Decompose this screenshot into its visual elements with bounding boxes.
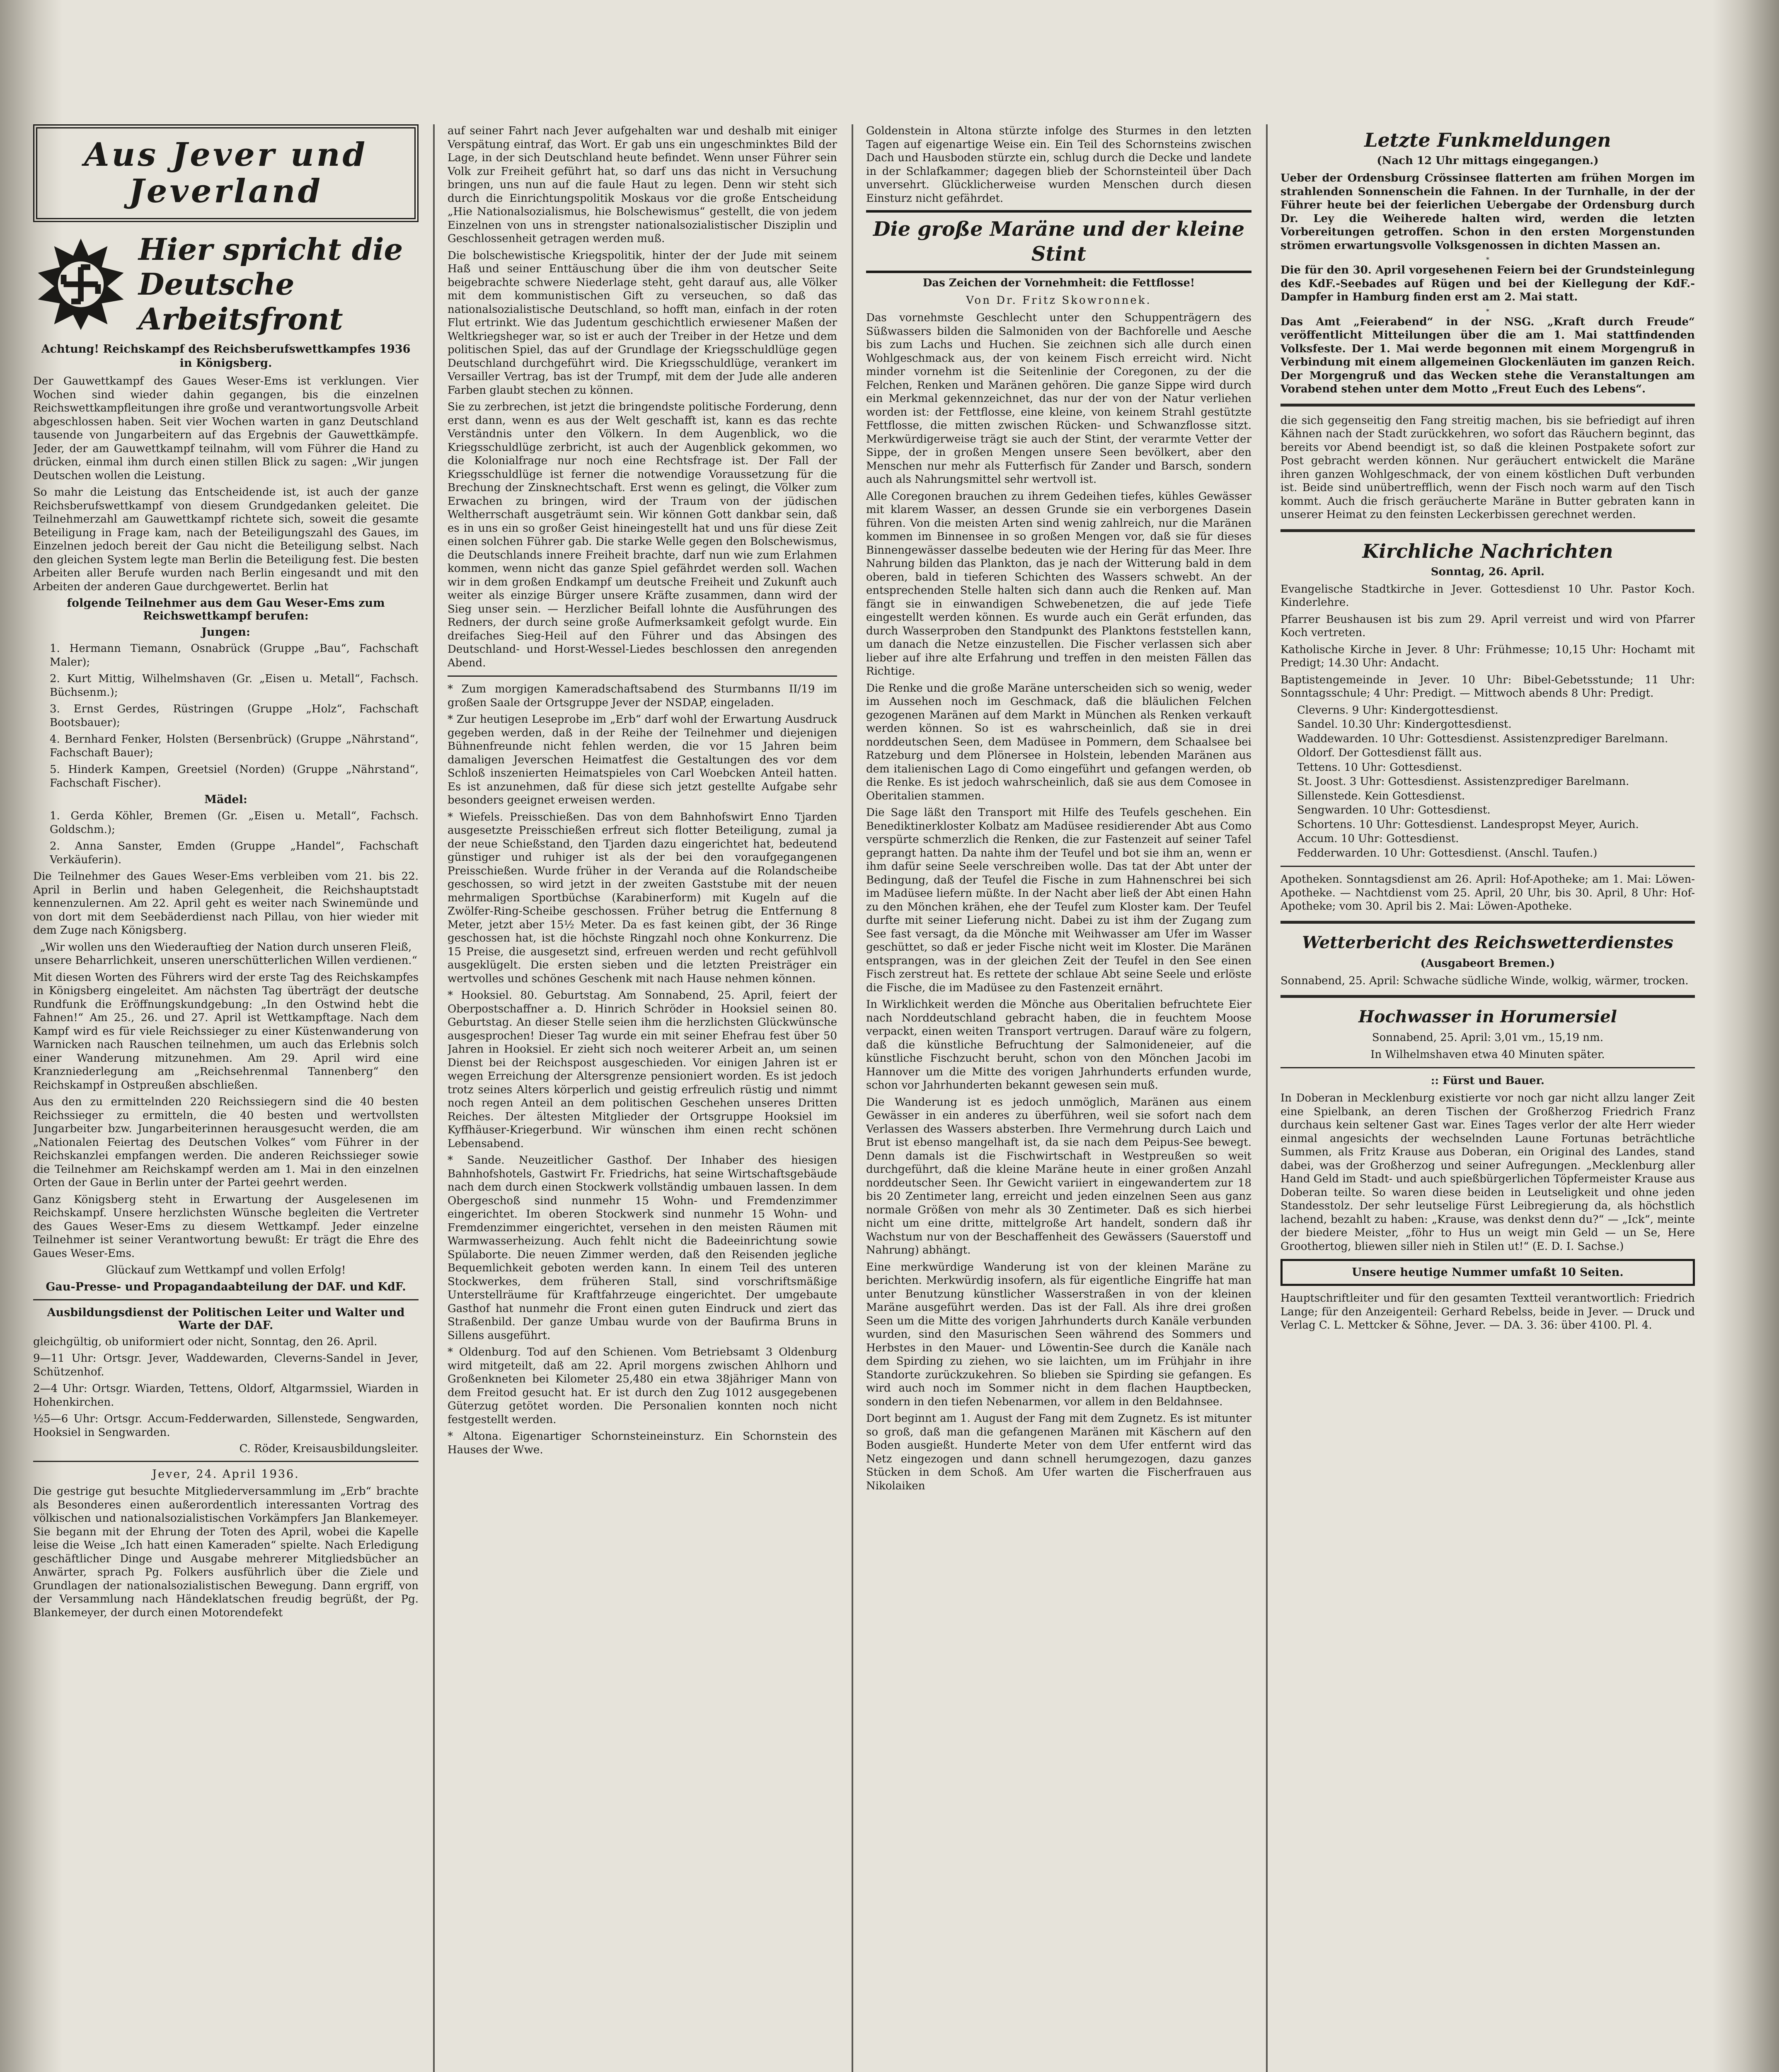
divider [1280,529,1695,532]
latest-news-subheading: (Nach 12 Uhr mittags eingegangen.) [1377,155,1599,167]
imprint: Hauptschriftleiter und für den gesamten Textteil verantwortlich: Friedrich Lange; für den Anzeigenteil: Gerhard Rebelss, beide in Jever. — Druck und Verlag C. L. Mettcker & Söhne, Jever. — DA. 3. 36: über 4100. Pl. 4. [1280,1292,1695,1331]
list-item: 1. Gerda Köhler, Bremen (Gr. „Eisen u. Metall“, Fachsch. Goldschm.); [50,810,419,836]
church-item: Katholische Kirche in Jever. 8 Uhr: Frühmesse; 10,15 Uhr: Hochamt mit Predigt; 14.30 Uhr: Andacht. [1280,643,1695,669]
news-item: * Wiefels. Preisschießen. Das von dem Bahnhofswirt Enno Tjarden ausgesetzte Preisschießen erfreut sich flotter Beteiligung, zumal ja der neue Schießstand, den Tjarden dazu eingerichtet hat, bedeutend günstiger und ruhiger ist als der bei den voraufgegangenen Preisschießen. Wurde früher in der Veranda auf die Rolandscheibe geschossen, so wird jetzt in der zweiten Gaststube mit der neuen mehrmaligen Sportbüchse (Karabinerform) mit Kugeln auf die Zwölfer-Ring-Scheibe geschossen. Früher betrug die Entfernung 8 Meter, jetzt aber 15½ Meter. Da es fast keinen gibt, der 36 Ringe geschossen hat, ist die höchste Ringzahl noch ohne Konkurrenz. Die 15 Preise, die ausgesetzt sind, erfreuen werden und recht gefühlvoll ausgeklügelt. Die ersten sieben und die letzten Preisträger ein wertvolles und schönes Geschenk mit nach Hause nehmen können. [448,811,837,985]
news-item: * Altona. Eigenartiger Schornsteineinsturz. Ein Schornstein des Hauses der Wwe. [448,1430,837,1456]
column-1 [33,124,419,2072]
news-item: Ueber der Ordensburg Crössinsee flatterten am frühen Morgen im strahlenden Sonnenschein die Fahnen. In der Turnhalle, in der der Führer heute bei der feierlichen Uebergabe der Ordensburg durch Dr. Ley die Weiherede halten wird, werden die letzten Vorbereitungen getroffen. Schon in den ersten Morgenstunden strömen erwartungsvolle Volksgenossen in dichten Massen an. [1280,172,1695,252]
newspaper-page [33,124,1695,2072]
article-paragraph: Die bolschewistische Kriegspolitik, hinter der der Jude mit seinem Haß und seiner Enttäuschung über die ihm von deutscher Seite beigebrachte schwere Niederlage steht, geht darauf aus, alle Völker mit dem kommunistischen Gift zu verseuchen, so daß das nationalsozialistische Deutschland, so hofft man, einfach in der roten Flut ertrinkt. Wie das Judentum geschichtlich erwiesener Maßen der Weltkriegsheger war, so ist er auch der Treiber in der Hetze und dem politischen Spiel, das auf der Grundlage der Kriegsschuldlüge gegen Deutschland durchgeführt wird. Die Kriegsschuldlüge, verankert im Versailler Vertrag, bas ist der Trumpf, mit dem der Jude alle anderen Farben glaubt stechen zu können. [448,249,837,397]
divider [1280,866,1695,867]
church-item: Cleverns. 9 Uhr: Kindergottesdienst. [1297,704,1498,716]
article-paragraph: Die Sage läßt den Transport mit Hilfe des Teufels geschehen. Ein Benediktinerkloster Kolbatz am Madüsee residierender Abt aus Como verspürte schmerzlich die Renken, die zur Fastenzeit auf seiner Tafel geprangt hatten. Da nahte ihm der Teufel und bot sie ihm an, wenn er ihm dafür seine Seele verschreiben wolle. Das tat der Abt unter der Bedingung, daß der Teufel die Fische in zum Hahnenschrei bei sich im Madüsee liefern müßte. In der Nacht aber ließ der Abt einen Hahn zu den Mönchen krähen, ehe der Teufel zum Kloster kam. Der Teufel durfte mit seiner Lieferung nicht. Dabei zu ist ihm der Zugang zum See fast versagt, da die Mönche mit Weihwasser am Ufer im Wasser geschüttet, so daß er jeder Fische nicht weit im Kloster. Die Maränen entsprangen, was in der gleichen Zeit der Teufel in den See einen Fisch zerstreut hat. Es rettete der schlaue Abt seine Seele und erlöste die Fische, die im Madüsee zu den Fastenzeit ernährt. [866,806,1251,994]
article-subhead: Das Zeichen der Vornehmheit: die Fettflosse! [922,277,1195,289]
church-item: Waddewarden. 10 Uhr: Gottesdienst. Assistenzprediger Barelmann. [1297,732,1668,745]
story-text: In Doberan in Mecklenburg existierte vor noch gar nicht allzu langer Zeit eine Spielbank, an deren Tischen der Großherzog Friedrich Franz durchaus kein seltener Gast war. Eines Tages verlor der alte Herr wieder einmal angesichts der wechselnden Laune Fortunas beträchtliche Summen, als Fritz Krause aus Doberan, ein Original des Landes, stand dabei, was der Großherzog und seiner Aufregungen. „Mecklenburg aller Hand Geld im Stadt- und auch spießbürgerlichen Töpfermeister Krause aus Doberan teilte. So waren diese beiden in Leutseligkeit und ohne jeden Standesstolz. Der sehr leutselige Fürst Leibregierung da, als höchstlich lachend, bezahlt zu haben: „Krause, was denkst denn du?“ — „Ick“, meinte der biedere Meister, „föhr to Hus un weigt min Geld — un Se, Here Groothertog, bliewen siller nieh in Stilen ut!“ (E. D. I. Sachse.) [1280,1092,1695,1253]
list-item: 2. Anna Sanster, Emden (Gruppe „Handel“, Fachschaft Verkäuferin). [50,840,419,866]
church-item: Pfarrer Beushausen ist bis zum 29. April verreist und wird von Pfarrer Koch vertreten. [1280,613,1695,639]
divider [1280,995,1695,998]
training-intro: gleichgültig, ob uniformiert oder nicht, Sonntag, den 26. April. [33,1335,378,1348]
article-paragraph: Dort beginnt am 1. August der Fang mit dem Zugnetz. Es ist mitunter so groß, daß man die gefangenen Maränen mit Käschern auf den Boden ausgießt. Hunderte Meter von dem Ufer entfernt wird das Netz eingezogen und dann schnell herumgezogen, dazu ganzes Stücken in dem Schoß. Am Ufer warten die Fischerfrauen aus Nikolaiken [866,1412,1251,1492]
list-item: 1. Hermann Tiemann, Osnabrück (Gruppe „Bau“, Fachschaft Maler); [50,642,419,668]
church-item: Baptistengemeinde in Jever. 10 Uhr: Bibel-Gebetsstunde; 11 Uhr: Sonntagsschule; 4 Uhr: Predigt. — Mittwoch abends 8 Uhr: Predigt. [1280,673,1695,700]
article-byline: Von Dr. Fritz Skowronnek. [966,294,1152,307]
church-item: Sillenstede. Kein Gottesdienst. [1297,789,1465,802]
article-paragraph: Die gestrige gut besuchte Mitgliederversammlung im „Erb“ brachte als Besonderes einen außerordentlich interessanten Vortrag des völkischen und nationalsozialistischen Vorkämpfers Jan Blankemeyer. Sie begann mit der Ehrung der Toten des April, wobei die Kapelle leise die Weise „Ich hatt einen Kameraden“ spielte. Nach Erledigung geschäftlicher Dinge und Ausgabe mehrerer Mitgliedsbücher an Anwärter, sprach Pg. Folkers ausführlich über die Ziele und Grundlagen der nationalsozialistischen Bewegung. Dann ergriff, von der Versammlung nach Händeklatschen freudig begrüßt, der Pg. Blankemeyer, der durch einen Motorendefekt [33,1485,419,1619]
page-edge-shadow [1713,0,1779,2072]
church-item: Sengwarden. 10 Uhr: Gottesdienst. [1297,804,1491,816]
article-paragraph: auf seiner Fahrt nach Jever aufgehalten war und deshalb mit einiger Verspätung eintraf, das Wort. Er gab uns ein ungeschminktes Bild der Lage, in der sich Deutschland heute befindet. Wenn unser Führer sein Volk zur Freiheit geführt hat, so darf uns das nicht in Versuchung bringen, uns nun auf die faule Haut zu legen. Denn wir steht sich durch die Einrichtungspolitik Moskaus vor die große Entscheidung „Hie Nationalsozialismus, hie Bolschewismus“ gestellt, die von jedem Einzelnen von uns in strengster nationalsozialistischer Disziplin und Geschlossenheit getragen werden muß. [448,125,837,245]
training-item: 2—4 Uhr: Ortsgr. Wiarden, Tettens, Oldorf, Altgarmssiel, Wiarden in Hohenkirchen. [33,1382,419,1409]
divider [448,675,837,677]
news-item: * Oldenburg. Tod auf den Schienen. Vom Betriebsamt 3 Oldenburg wird mitgeteilt, daß am 22. April morgens zwischen Ahlhorn und Großenkneten bei Kilometer 25,480 ein etwa 38jähriger Mann von dem Freitod gesucht hat. Er ist durch den Zug 1012 ausgegebenen Güterzug getötet worden. Die Personalien konnten noch nicht festgestellt werden. [448,1346,837,1426]
pharmacy-notice: Apotheken. Sonntagsdienst am 26. April: Hof-Apotheke; am 1. Mai: Löwen-Apotheke. — Nachtdienst vom 25. April, 20 Uhr, bis 30. April, 8 Uhr: Hof-Apotheke; vom 30. April bis 2. Mai: Löwen-Apotheke. [1280,873,1695,913]
weather-subheading: (Ausgabeort Bremen.) [1420,957,1555,970]
article-paragraph: die sich gegenseitig den Fang streitig machen, bis sie befriedigt auf ihren Kähnen nach der Stadt zurückkehren, wo sofort das Räuchern beginnt, das bereits vor Abend beendigt ist, so daß die kleinen Postpakete sofort zur Post gebracht werden können. Nur geräuchert entwickelt die Maräne ihren ganzen Wohlgeschmack, der von einem köstlichen Duft verbunden ist. Beide sind unübertrefflich, wenn der Fisch noch warm auf den Tisch kommt. Auch die frisch geräucherte Maräne in Butter gebraten kann in unserer Heimat zu den feinsten Leckerbissen gerechnet werden. [1280,414,1695,521]
church-item: Accum. 10 Uhr: Gottesdienst. [1297,833,1459,845]
news-item: Das Amt „Feierabend“ in der NSG. „Kraft durch Freude“ veröffentlicht Mitteilungen über die am 1. Mai stattfindenden Volksfeste. Der 1. Mai werde begonnen mit einem Morgengruß in Verbindung mit einem allgemeinen Glockenläuten im ganzen Reich. Der Morgengruß und das Wecken stehe die Veranstaltungen am Vorabend stehen unter dem Motto „Freut Euch des Lebens“. [1280,315,1695,395]
daf-lead: Achtung! Reichskampf des Reichsberufswettkampfes 1936 in Königsberg. [41,343,411,370]
flood-heading: Hochwasser in Horumersiel [1358,1007,1617,1026]
article-paragraph: In Wirklichkeit werden die Mönche aus Oberitalien befruchtete Eier nach Norddeutschland gebracht haben, die in feuchtem Moose verpackt, einen weiten Transport vertrugen. Darauf wäre zu folgern, daß die künstliche Befruchtung der Salmonideneier, auf die künstliche Fischzucht beruht, schon von den Mönchen Jacobi im Hannover um die Mitte des vorigen Jahrhunderts erfunden wurde, schon vor Jahrhunderten bekannt gewesen sein muß. [866,998,1251,1092]
training-item: ½5—6 Uhr: Ortsgr. Accum-Fedderwarden, Sillenstede, Sengwarden, Hooksiel in Sengwarden. [33,1413,419,1439]
page-count-notice: Unsere heutige Nummer umfaßt 10 Seiten. [1352,1266,1624,1279]
church-date: Sonntag, 26. April. [1430,565,1545,578]
daf-header [33,232,419,336]
flood-times: Sonnabend, 25. April: 3,01 vm., 15,19 nm. [1372,1031,1604,1044]
weather-report: Sonnabend, 25. April: Schwache südliche Winde, wolkig, wärmer, trocken. [1280,974,1689,987]
church-item: Oldorf. Der Gottesdienst fällt aus. [1297,747,1482,759]
story-heading: :: Fürst und Bauer. [1430,1075,1545,1087]
column-4 [1280,124,1695,2072]
column-2 [448,124,837,2072]
church-item: Sandel. 10.30 Uhr: Kindergottesdienst. [1297,718,1512,731]
church-item: Tettens. 10 Uhr: Gottesdienst. [1297,761,1462,774]
article-paragraph: Sie zu zerbrechen, ist jetzt die bringendste politische Forderung, denn erst dann, wenn es aus der Welt geschafft ist, kann es das rechte Verständnis unter den Völkern. In dem Augenblick, wo die Kriegsschuldlüge zerbricht, ist auch der Augenblick gekommen, wo die Kolonialfrage nur noch eine Rechtsfrage ist. Der Fall der Kriegsschuldlüge ist ferner die notwendige Voraussetzung für die Brechung der Zinsknechtschaft. Erst wenn es gelingt, die Völker zum Erwachen zu bringen, wird der Traum von der jüdischen Weltherrschaft ausgeträumt sein. Wir können Gott dankbar sein, daß es in uns ein so großer Geist hineingestellt hat und uns für diese Zeit einen solchen Führer gab. Die starke Welle gegen den Bolschewismus, die Deutschlands innere Freiheit brachte, darf nun wie zum Erlahmen kommen, wenn nicht das ganze Spiel gefährdet werden soll. Wachen wir in dem großen Endkampf um deutsche Freiheit und Zukunft auch weiter als einzige Bürger unsere Kräfte zusammen, dann wird der Sieg unser sein. — Herzlicher Beifall lohnte die Ausführungen des Redners, der durch seine große Aufmerksamkeit gefolgt wurde. Ein dreifaches Sieg-Heil auf den Führer und das Absingen des Deutschland- und Horst-Wessel-Liedes beschlossen den anregenden Abend. [448,401,837,669]
training-signature: C. Röder, Kreisausbildungsleiter. [239,1443,419,1455]
girls-heading: Mädel: [204,793,247,806]
daf-emblem-icon [33,237,128,332]
quote: „Wir wollen uns den Wiederauftieg der Nation durch unseren Fleiß, unsere Beharrlichkeit, unseren unerschütterlichen Willen verdienen.“ [34,941,417,967]
article-paragraph: Die Teilnehmer des Gaues Weser-Ems verbleiben vom 21. bis 22. April in Berlin und haben Gelegenheit, die Reichshauptstadt kennenzulernen. Am 22. April geht es weiter nach Swinemünde und von dort mit dem Seebäderdienst nach Pillau, von hier wieder mit dem Zuge nach Königsberg. [33,870,419,937]
column-rule [1266,124,1268,2072]
training-item: 9—11 Uhr: Ortsgr. Jever, Waddewarden, Cleverns-Sandel in Jever, Schützenhof. [33,1352,419,1378]
dateline: Jever, 24. April 1936. [152,1468,300,1481]
church-item: Fedderwarden. 10 Uhr: Gottesdienst. (Anschl. Taufen.) [1297,847,1597,859]
church-item: Schortens. 10 Uhr: Gottesdienst. Landespropst Meyer, Aurich. [1297,818,1639,831]
department-signature: Gau-Presse- und Propagandaabteilung der DAF. und KdF. [46,1280,406,1293]
list-item: 5. Hinderk Kampen, Greetsiel (Norden) (Gruppe „Nährstand“, Fachschaft Fischer). [50,763,419,789]
list-intro: folgende Teilnehmer aus dem Gau Weser-Ems zum Reichswettkampf berufen: [67,597,385,622]
article-paragraph: Eine merkwürdige Wanderung ist von der kleinen Maräne zu berichten. Merkwürdig insofern, als für eigentliche Eingriffe hat man unter Benutzung künstlicher Wasserstraßen in von der kleinen Maräne ausgeführt werden. Das ist der Fall. Als ihre drei großen Seen um die Mitte des vorigen Jahrhunderts durch Kanäle verbunden wurden, sind den Masurischen Seen während des Sommers und Herbstes in den Mauer- und Löwentin-See durch die Kanäle nach dem Spirding zu ziehen, wo sie laichten, um im Frühjahr in ihre Standorte zurückzukehren. So blieben sie Spirding sie gefangen. Es wird auch noch im Sommer nicht in dem flachen Hauptbecken, sondern in den tiefen Nebenarmen, vor allem in den Beldahnsee. [866,1261,1251,1408]
page-count-notice-box [1280,1259,1695,1286]
divider [1280,921,1695,924]
church-item: St. Joost. 3 Uhr: Gottesdienst. Assistenzprediger Barelmann. [1297,775,1629,788]
column-rule [433,124,435,2072]
training-heading: Ausbildungsdienst der Politischen Leiter und Walter und Warte der DAF. [47,1306,405,1332]
section-title-box: Aus Jever und Jeverland [33,124,419,222]
article-paragraph: Die Renke und die große Maräne unterscheiden sich so wenig, weder im Aussehen noch im Geschmack, daß die bläulichen Felchen gezogenen Maränen auf dem Markt in München als Renken verkauft werden können. So ist es wahrscheinlich, daß sie in drei norddeutschen Seen, dem Madüsee in Pommern, dem Schaalsee bei Ratzeburg und dem Plönersee in Holstein, lebenden Maränen aus dem italienischen Lago di Como eingeführt und gefangen werden, ob die Renke. Es ist jedoch wahrscheinlich, daß sie aus dem Comosee in Oberitalien stammen. [866,682,1251,802]
divider [33,1299,419,1300]
separator-star: * [1486,307,1489,315]
article-paragraph: Alle Coregonen brauchen zu ihrem Gedeihen tiefes, kühles Gewässer mit klarem Wasser, an dessen Grunde sie ein verborgenes Dasein führen. Von die meisten Arten sind wenig zahlreich, nur die Maränen kommen im Binnensee in so großen Mengen vor, daß sie für dieses Binnengewässer dasselbe bedeuten wie der Hering für das Meer. Ihre Nahrung bilden das Plankton, das je nach der Witterung bald in dem oberen, bald in tieferen Schichten des Wassers schwebt. An der entsprechenden Stelle halten sich dann auch die Renken auf. Man fängt sie in einwandigen Schwebenetzen, die auf jede Tiefe eingestellt werden können. Es wurde auch ein Gerät erfunden, das durch Wasserproben den Standpunkt des Planktons feststellen kann, um danach die Netze einzustellen. Die Fischer verlassen sich aber lieber auf ihre alte Erfahrung und treffen in den meisten Fällen das Richtige. [866,490,1251,678]
flood-note: In Wilhelmshaven etwa 40 Minuten später. [1370,1048,1605,1061]
article-paragraph: Der Gauwettkampf des Gaues Weser-Ems ist verklungen. Vier Wochen sind wieder dahin gegangen, bis die einzelnen Reichswettkampfleitungen ihre große und verantwortungsvolle Arbeit abgeschlossen haben. Seit vier Wochen warten in ganz Deutschland tausende von Jungarbeitern auf das Ergebnis der Gauwettkämpfe. Jeder, der am Gauwettkampf teilnahm, will vom Führer die Hand zu drücken, einmal ihm durch einen stillen Blick zu sagen: „Wir jungen Deutschen wollen die Leistung. [33,375,419,482]
news-item: * Zum morgigen Kameradschaftsabend des Sturmbanns II/19 im großen Saale der Ortsgruppe Jever der NSDAP, eingeladen. [448,683,837,709]
article-paragraph: So mahr die Leistung das Entscheidende ist, ist auch der ganze Reichsberufswettkampf von diesem Grundgedanken geleitet. Die Teilnehmerzahl am Gauwettkampf richtete sich, soweit die gesamte Beteiligung in Frage kam, nach der Beteiligungszahl des Gaues, im Einzelnen jedoch bereit der Gau nicht die Beteiligung selbst. Nach den gleichen System legte man Berlin die Beteiligung fest. Die besten Arbeiten aller Berufe wurden nach Berlin eingesandt und mit den Arbeiten der anderen Gaue durchgewertet. Berlin hat [33,486,419,593]
list-item: 3. Ernst Gerdes, Rüstringen (Gruppe „Holz“, Fachschaft Bootsbauer); [50,703,419,729]
divider [1280,1067,1695,1068]
news-item: * Hooksiel. 80. Geburtstag. Am Sonnabend, 25. April, feiert der Oberpostschaffner a. D. Hinrich Schröder in Hooksiel seinen 80. Geburtstag. An dieser Stelle seien ihm die herzlichsten Glückwünsche ausgesprochen! Dieser Tag wurde ein mit seiner Ehefrau fest über 50 Jahren in Hooksiel. Er zieht sich noch weiterer Arbeit an, um seinen Dienst bei der Reichspost ausgeschieden. Vor einigen Jahren ist er wegen Erreichung der Altersgrenze pensioniert worden. Es ist jedoch trotz seines Alters körperlich und geistig erfreulich rüstig und nimmt noch regen Anteil an dem politischen Geschehen unseres Dritten Reiches. Der ältesten Mitglieder der Ortsgruppe Hooksiel im Kyffhäuser-Kriegerbund. Wir wünschen ihm einen recht schönen Lebensabend. [448,989,837,1150]
article-paragraph: Die Wanderung ist es jedoch unmöglich, Maränen aus einem Gewässer in ein anderes zu überführen, weil sie sofort nach dem Verlassen des Wassers absterben. Ihre Vermehrung durch Laich und Brut ist ebenso mangelhaft ist, da sie nach dem Peipus-See bewegt. Denn damals ist die Fischwirtschaft in Westpreußen so weit durchgeführt, daß die kleine Maräne heute in einer großen Anzahl norddeutscher Seen. Ihr Gewicht variiert in eingewandertem zur 18 bis 20 Zentimeter lang, erreicht und jeden einzelnen Seen aus ganz normale Größen von mehr als 30 Zentimeter. Daß es sich hierbei nicht um eine dritte, mittelgroße Art handelt, sondern daß ihr Wachstum nur von der Beschaffenheit des Gewässers (Sauerstoff und Nahrung) abhängt. [866,1096,1251,1256]
church-item: Evangelische Stadtkirche in Jever. Gottesdienst 10 Uhr. Pastor Koch. Kinderlehre. [1280,583,1695,609]
article-paragraph: Goldenstein in Altona stürzte infolge des Sturmes in den letzten Tagen auf eigenartige Weise ein. Ein Teil des Schornsteins zwischen Dach und Hausboden stürzte ein, schlug durch die Decke und landete in der Schlafkammer; dagegen blieb der Schornsteinteil über Dach unversehrt. Glücklicherweise wurden Menschen durch diesen Einsturz nicht gefährdet. [866,125,1251,205]
news-item: * Sande. Neuzeitlicher Gasthof. Der Inhaber des hiesigen Bahnhofshotels, Gastwirt Fr. Friedrichs, hat seine Wirtschaftsgebäude nach dem durch einen Stockwerk vollständig umbauen lassen. In dem Obergeschoß sind nunmehr 15 Wohn- und Fremdenzimmer eingerichtet. Im oberen Stockwerk sind nunmehr 15 Wohn- und Fremdenzimmer eingerichtet, versehen in den meisten Räumen mit Warmwasserheizung. Auch fehlt nicht die Badeeinrichtung sowie Spülaborte. Die neuen Zimmer werden, daß den Reisenden jegliche Bequemlichkeit geboten werden kann. In einem Teil des unteren Stockwerkes, dem früheren Stall, sind vorschriftsmäßige Unterstellräume für Kraftfahrzeuge eingerichtet. Der umgebaute Gasthof hat nunmehr die Front einen guten Eindruck und ziert das Straßenbild. Der ganze Umbau wurde von der Baufirma Bruns in Sillens ausgeführt. [448,1154,837,1342]
article-paragraph: Das vornehmste Geschlecht unter den Schuppenträgern des Süßwassers bilden die Salmoniden von der Bachforelle und Aesche bis zum Lachs und Huchen. Sie zeichnen sich alle durch einen Wohlgeschmack aus, der von keinem Fisch erreicht wird. Nicht minder vornehm ist die Seitenlinie der Coregonen, zu der die Felchen, Renken und Maränen gehören. Die ganze Sippe wird durch ein Merkmal gekennzeichnet, das nur der von der Natur verliehen worden ist: der Fettflosse, eine kleine, von keinem Strahl gestützte Fettflosse, die mitten zwischen Rücken- und Schwanzflosse sitzt. Merkwürdigerweise trägt sie auch der Stint, der verarmte Vetter der Sippe, der in großen Mengen unsere Seen bevölkert, aber den Menschen nur mehr als Futterfisch für Zander und Barsch, sondern auch als Nahrungsmittel sehr wertvoll ist. [866,312,1251,486]
weather-heading: Wetterbericht des Reichswetterdienstes [1302,932,1673,952]
column-3 [866,124,1251,2072]
daf-title: Hier spricht die Deutsche Arbeitsfront [138,232,403,336]
list-item: 2. Kurt Mittig, Wilhelmshaven (Gr. „Eisen u. Metall“, Fachsch. Büchsenm.); [50,673,419,699]
article-paragraph: Glückauf zum Wettkampf und vollen Erfolg! [106,1264,346,1276]
news-item: * Zur heutigen Leseprobe im „Erb“ darf wohl der Erwartung Ausdruck gegeben werden, daß in der Reihe der Teilnehmer und diejenigen Bühnenfreunde nicht fehlen werden, die vor 15 Jahren beim damaligen Jeverschen Heimatfest die Gestaltungen des vor dem Schloß inszenierten Heimatspieles von Carl Woebcken Anteil hatten. Es ist anzunehmen, daß für diese sich jetzt gestellte Aufgabe sehr besonders geeignet erweisen werden. [448,713,837,806]
news-item: Die für den 30. April vorgesehenen Feiern bei der Grundsteinlegung des KdF.-Seebades auf Rügen und bei der Kiellegung der KdF.-Dampfer in Hamburg finden erst am 2. Mai statt. [1280,264,1695,303]
column-rule [852,124,853,2072]
separator-star: * [1486,256,1489,264]
article-paragraph: Mit diesen Worten des Führers wird der erste Tag des Reichskampfes in Königsberg eingeleitet. Am nächsten Tag überträgt der deutsche Rundfunk die Eröffnungskundgebung: „In den Ostwind hebt die Fahnen!“ Am 25., 26. und 27. April ist Wettkampftage. Nach dem Kampf wird es für viele Reichssieger zu einer Küstenwanderung von Warnicken nach Rauschen teilnehmen, um auch das Erlebnis solch einer Wanderung mitzunehmen. Am 29. April wird eine Kranzniederlegung am „Reichsehrenmal Tannenberg“ den Reichskampf in Ostpreußen abschließen. [33,971,419,1092]
article-paragraph: Ganz Königsberg steht in Erwartung der Ausgelesenen im Reichskampf. Unsere herzlichsten Wünsche begleiten die Vertreter des Gaues Weser-Ems zu diesem Wettkampf. Jeder einzelne Teilnehmer ist seiner Verantwortung bewußt: Er trägt die Ehre des Gaues Weser-Ems. [33,1193,419,1260]
latest-news-heading: Letzte Funkmeldungen [1364,129,1611,151]
boys-heading: Jungen: [201,626,250,639]
article-paragraph: Aus den zu ermittelnden 220 Reichssiegern sind die 40 besten Reichssieger zu ermitteln, die 40 besten und wertvollsten Jungarbeiter bzw. Jungarbeiterinnen herausgesucht werden, die am „Nationalen Feiertag des Deutschen Volkes“ vom Führer in der Reichskanzlei empfangen werden. Die anderen Reichssieger sowie die Teilnehmer am Reichskampf werden am 1. Mai in den einzelnen Orten der Gaue in Berlin unter der Partei geehrt werden. [33,1096,419,1189]
article-headline: Die große Maräne und der kleine Stint [866,210,1251,273]
church-heading: Kirchliche Nachrichten [1362,540,1613,562]
divider [33,1461,419,1462]
list-item: 4. Bernhard Fenker, Holsten (Bersenbrück) (Gruppe „Nährstand“, Fachschaft Bauer); [50,733,419,759]
divider [1280,404,1695,407]
